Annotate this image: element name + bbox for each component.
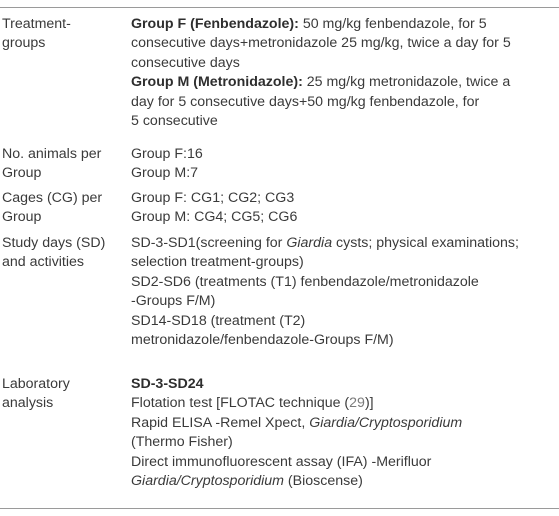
value-line [131, 331, 557, 350]
value-text: Direct immunofluorescent assay (IFA) -Merifluor [131, 453, 432, 470]
value-line [131, 312, 557, 331]
row-label [2, 234, 114, 273]
value-text: consecutive days+metronidazole 25 mg/kg, twice a day for 5 [131, 35, 511, 52]
value-line [131, 208, 557, 227]
row-label-line: Group [2, 165, 42, 182]
row-label-line: No. animals per [2, 146, 102, 162]
value-text: )] [364, 395, 374, 412]
row-label-line: and activities [2, 254, 85, 271]
value-text: Group F:16 [131, 146, 203, 162]
value-text: SD14-SD18 (treatment (T2) [131, 312, 306, 329]
row-value [131, 375, 557, 491]
value-line [131, 292, 557, 311]
row-label-line: Group [2, 209, 42, 226]
value-text: selection treatment-groups) [131, 254, 304, 271]
value-line [131, 73, 557, 92]
value-text: Rapid ELISA -Remel Xpect, [131, 414, 310, 431]
reference-number: 29 [349, 395, 365, 412]
value-text: metronidazole/fenbendazole-Groups F/M) [131, 332, 394, 349]
row-label-line: Cages (CG) per [2, 190, 103, 206]
value-text: day for 5 consecutive days+50 mg/kg fenbendazole, for [131, 93, 480, 110]
value-line [131, 164, 557, 183]
row-label-line: Treatment- [2, 16, 71, 32]
row-value [131, 15, 557, 131]
row-label [2, 145, 114, 184]
value-text: Group M:7 [131, 165, 199, 182]
value-text: 50 mg/kg fenbendazole, for 5 [298, 16, 487, 32]
value-line [131, 189, 557, 208]
row-value [131, 189, 557, 228]
italic-term: Giardia [286, 235, 333, 251]
value-text: SD2-SD6 (treatments (T1) fenbendazole/metronidazole [131, 273, 479, 290]
group-heading: Group M (Metronidazole): [131, 74, 303, 91]
row-label-line: groups [2, 35, 46, 52]
row-label-line: Laboratory [2, 376, 70, 392]
value-line [131, 34, 557, 53]
value-line [131, 273, 557, 292]
row-value [131, 234, 557, 350]
value-line [131, 145, 557, 164]
value-line [131, 414, 557, 433]
row-label-line: analysis [2, 395, 54, 412]
value-line [131, 54, 557, 73]
value-line [131, 93, 557, 112]
value-line [131, 375, 557, 394]
value-text: consecutive days [131, 54, 240, 71]
value-text: Group F: CG1; CG2; CG3 [131, 190, 295, 206]
group-heading: Group F (Fenbendazole): [131, 16, 299, 32]
row-label [2, 375, 114, 414]
value-text: 5 consecutive [131, 113, 218, 130]
value-text: SD-3-SD1(screening for [131, 235, 287, 251]
row-label [2, 15, 114, 54]
value-text: 25 mg/kg metronidazole, twice a [302, 74, 511, 91]
value-text: (Bioscense) [283, 473, 363, 490]
value-text: Flotation test [FLOTAC technique ( [131, 395, 350, 412]
value-line [131, 234, 557, 253]
value-text: -Groups F/M) [131, 293, 216, 310]
row-label [2, 189, 114, 228]
group-heading: SD-3-SD24 [131, 376, 204, 392]
value-line [131, 453, 557, 472]
value-line [131, 15, 557, 34]
value-line [131, 394, 557, 413]
value-text: (Thermo Fisher) [131, 434, 233, 451]
italic-term: Giardia/Cryptosporidium [131, 473, 284, 490]
row-value [131, 145, 557, 184]
value-line [131, 433, 557, 452]
value-line [131, 253, 557, 272]
value-text: Group M: CG4; CG5; CG6 [131, 209, 298, 226]
italic-term: Giardia/Cryptosporidium [309, 414, 463, 431]
bottom-rule [0, 508, 559, 509]
value-line [131, 472, 557, 491]
value-line [131, 112, 557, 131]
value-text: cysts; physical examinations; [332, 235, 519, 251]
top-rule [0, 7, 559, 8]
row-label-line: Study days (SD) [2, 235, 106, 251]
